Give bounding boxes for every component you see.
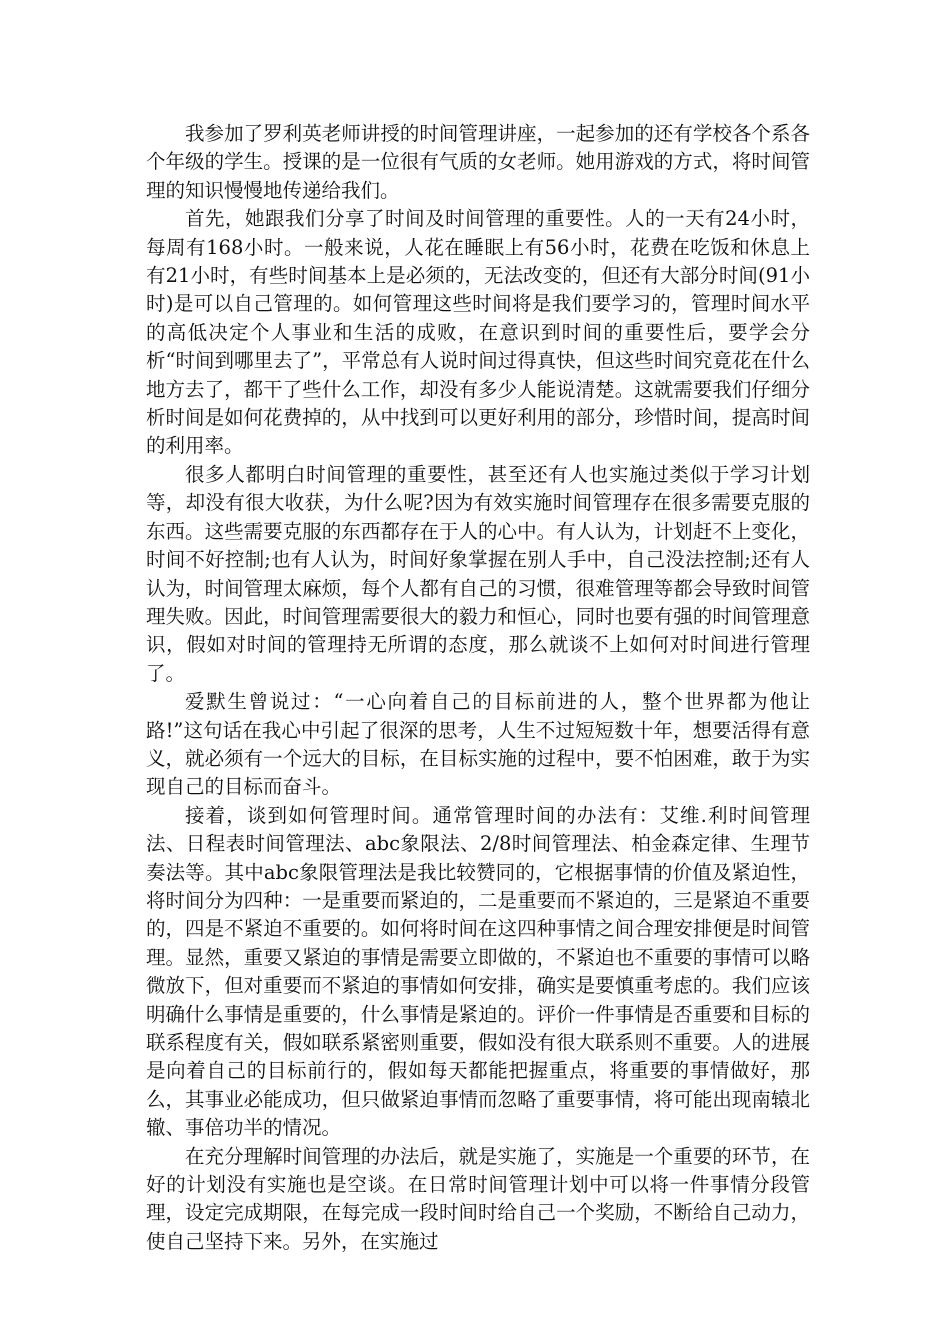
paragraph-6: 在充分理解时间管理的办法后，就是实施了，实施是一个重要的环节，在好的计划没有实施也是空谈。在日常时间管理计划中可以将一件事情分段管理，设定完成期限，在每完成一段时间时给自己一个奖励，不断给自己动力，使自己坚持下来。另外，在实施过 [146,1144,810,1253]
paragraph-5: 接着，谈到如何管理时间。通常管理时间的办法有：艾维.利时间管理法、日程表时间管理法、abc象限法、2/8时间管理法、柏金森定律、生理节奏法等。其中abc象限管理法是我比较赞同的，它根据事情的价值及紧迫性，将时间分为四种：一是重要而紧迫的，二是重要而不紧迫的，三是紧迫不重要的，四是不紧迫不重要的。如何将时间在这四种事情之间合理安排便是时间管理。显然，重要又紧迫的事情是需要立即做的，不紧迫也不重要的事情可以略微放下，但对重要而不紧迫的事情如何安排，确实是要慎重考虑的。我们应该明确什么事情是重要的，什么事情是紧迫的。评价一件事情是否重要和目标的联系程度有关，假如联系紧密则重要，假如没有很大联系则不重要。人的进展是向着自己的目标前行的，假如每天都能把握重点，将重要的事情做好，那么，其事业必能成功，但只做紧迫事情而忽略了重要事情，将可能出现南辕北辙、事倍功半的情况。 [146,803,810,1140]
paragraph-2: 首先，她跟我们分享了时间及时间管理的重要性。人的一天有24小时，每周有168小时。一般来说，人花在睡眠上有56小时，花费在吃饭和休息上有21小时，有些时间基本上是必须的，无法改变的，但还有大部分时间(91小时)是可以自己管理的。如何管理这些时间将是我们要学习的，管理时间水平的高低决定个人事业和生活的成败，在意识到时间的重要性后，要学会分析“时间到哪里去了”，平常总有人说时间过得真快，但这些时间究竟花在什么地方去了，都干了些什么工作，却没有多少人能说清楚。这就需要我们仔细分析时间是如何花费掉的，从中找到可以更好利用的部分，珍惜时间，提高时间的利用率。 [146,207,810,458]
paragraph-1: 我参加了罗利英老师讲授的时间管理讲座，一起参加的还有学校各个系各个年级的学生。授课的是一位很有气质的女老师。她用游戏的方式，将时间管理的知识慢慢地传递给我们。 [146,122,810,202]
paragraph-3: 很多人都明白时间管理的重要性，甚至还有人也实施过类似于学习计划等，却没有很大收获，为什么呢?因为有效实施时间管理存在很多需要克服的东西。这些需要克服的东西都存在于人的心中。有人认为，计划赶不上变化，时间不好控制;也有人认为，时间好象掌握在别人手中，自己没法控制;还有人认为，时间管理太麻烦，每个人都有自己的习惯，很难管理等都会导致时间管理失败。因此，时间管理需要很大的毅力和恒心，同时也要有强的时间管理意识，假如对时间的管理持无所谓的态度，那么就谈不上如何对时间进行管理了。 [146,462,810,685]
document-body [146,120,810,1256]
paragraph-4: 爱默生曾说过：“一心向着自己的目标前进的人，整个世界都为他让路!”这句话在我心中引起了很深的思考，人生不过短短数十年，想要活得有意义，就必须有一个远大的目标，在目标实施的过程中，要不怕困难，敢于为实现自己的目标而奋斗。 [146,690,810,799]
